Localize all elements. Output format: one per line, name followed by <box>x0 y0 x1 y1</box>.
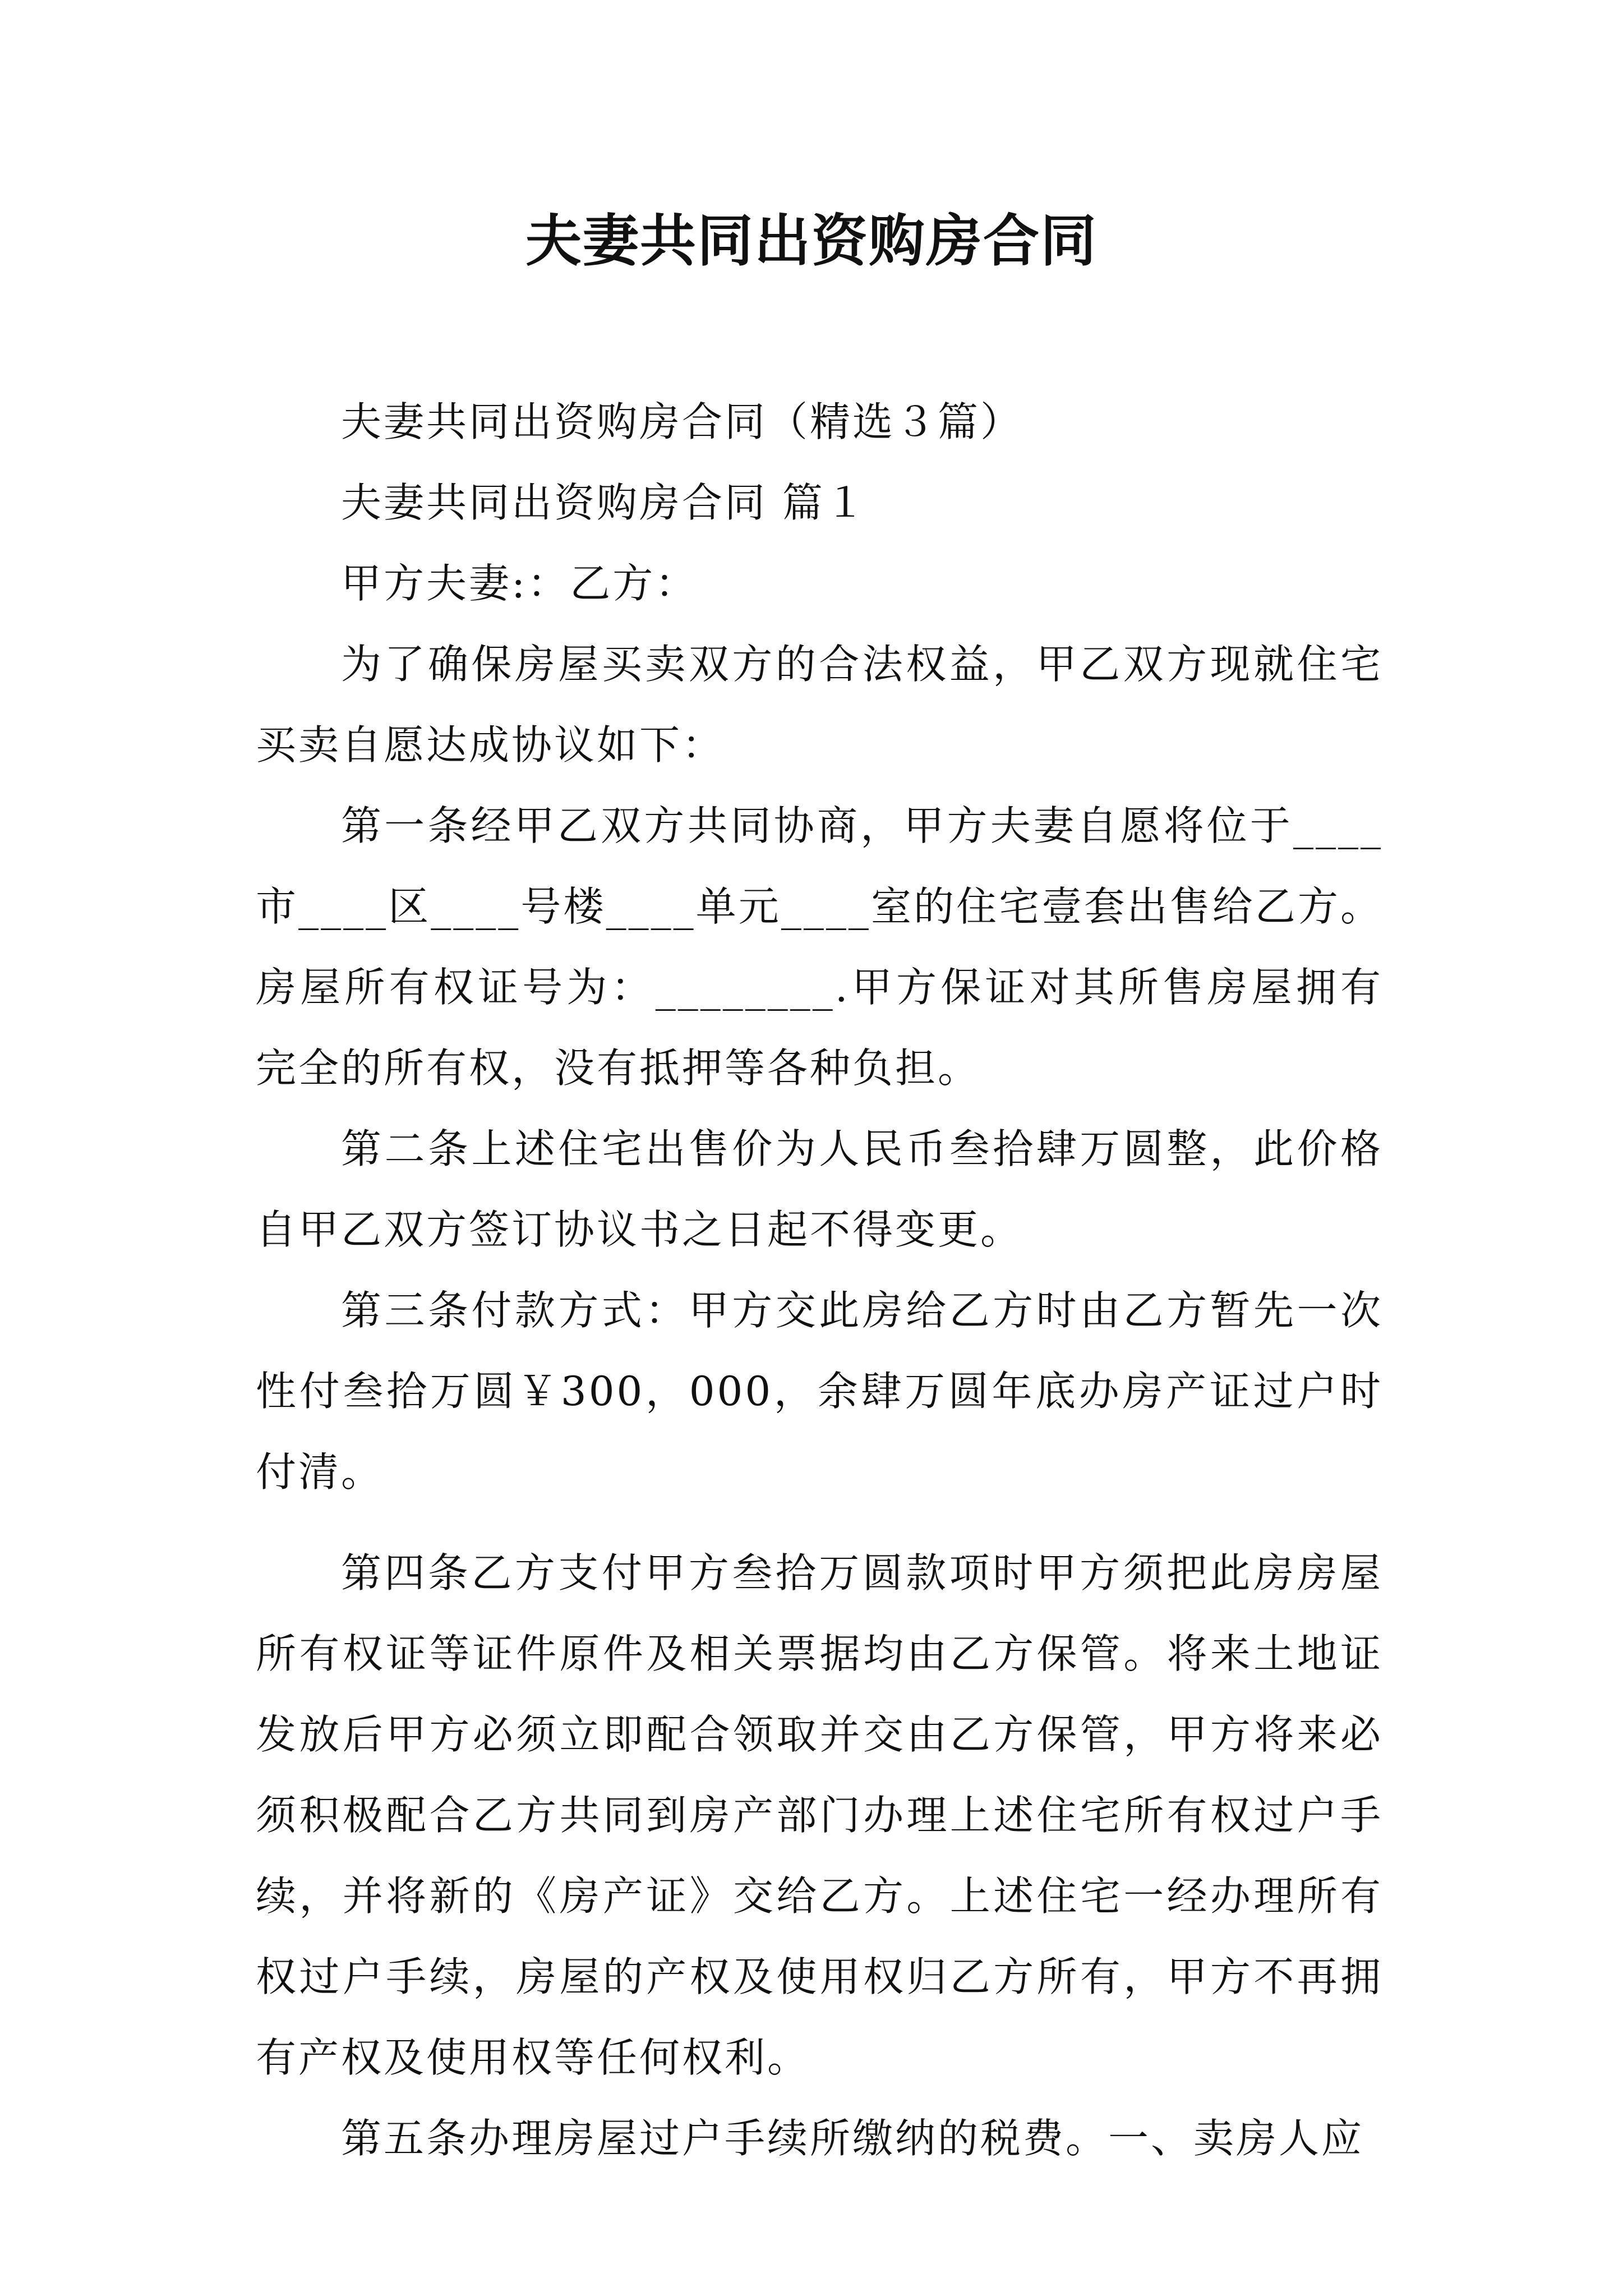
paragraph-article-2: 第二条上述住宅出售价为人民币叁拾肆万圆整，此价格自甲乙双方签订协议书之日起不得变更。 <box>256 1125 1383 1253</box>
paragraph-section-heading: 夫妻共同出资购房合同 篇１ <box>341 479 868 526</box>
paragraph-parties: 甲方夫妻:：乙方： <box>341 560 698 607</box>
paragraph-collection-title: 夫妻共同出资购房合同（精选３篇） <box>341 398 1023 445</box>
paragraph-article-4: 第四条乙方支付甲方叁拾万圆款项时甲方须把此房房屋所有权证等证件原件及相关票据均由乙方保管。将来土地证发放后甲方必须立即配合领取并交由乙方保管，甲方将来必须积极配合乙方共同到房产部门办理上述住宅所有权过户手续，并将新的《房产证》交给乙方。上述住宅一经办理所有权过户手续，房屋的产权及使用权归乙方所有，甲方不再拥有产权及使用权等任何权利。 <box>256 1549 1383 2081</box>
paragraph-article-1: 第一条经甲乙双方共同协商，甲方夫妻自愿将位于____市____区____号楼____单元____室的住宅壹套出售给乙方。房屋所有权证号为：________.甲方保证对其所售房屋拥有完全的所有权，没有抵押等各种负担。 <box>256 802 1383 1092</box>
paragraph-article-3: 第三条付款方式：甲方交此房给乙方时由乙方暂先一次性付叁拾万圆￥300，000，余肆万圆年底办房产证过户时付清。 <box>256 1287 1383 1496</box>
document-title: 夫妻共同出资购房合同 <box>525 208 1098 274</box>
document-body <box>256 381 1383 2179</box>
paragraph-article-5: 第五条办理房屋过户手续所缴纳的税费。一、卖房人应 <box>341 2115 1364 2162</box>
paragraph-preamble: 为了确保房屋买卖双方的合法权益，甲乙双方现就住宅买卖自愿达成协议如下： <box>256 641 1383 769</box>
